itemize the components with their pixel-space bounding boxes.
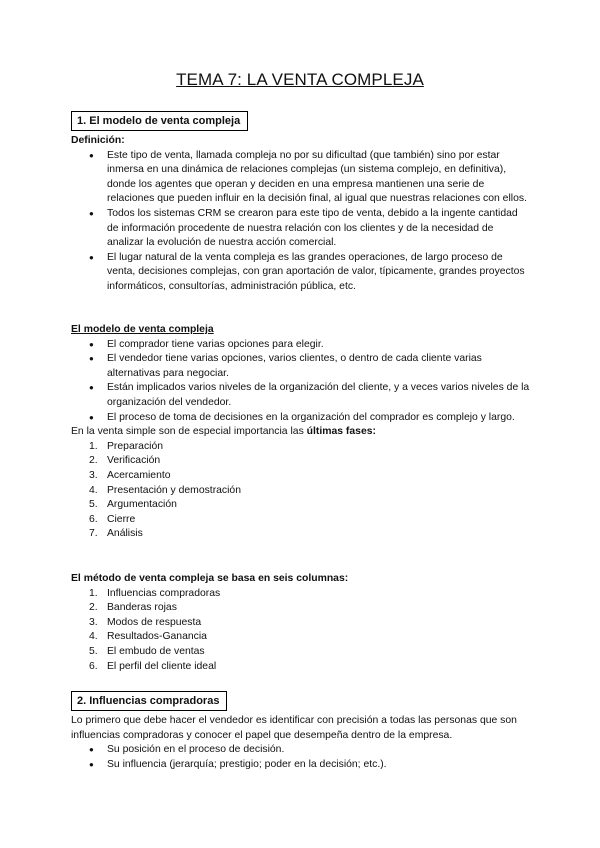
section-2-intro: Lo primero que debe hacer el vendedor es identificar con precisión a todas las personas que son influencias compradoras y conocer el papel que desempeña dentro de la empresa. <box>71 715 517 741</box>
venta-simple-text: En la venta simple son de especial importancia las <box>71 426 307 438</box>
columna-label: Banderas rojas <box>107 602 177 614</box>
fase-label: Verificación <box>107 455 161 467</box>
list-item: 6. El perfil del cliente ideal <box>89 660 217 672</box>
fases-list <box>71 440 531 542</box>
venta-simple-intro <box>71 425 531 440</box>
section-2-heading: 2. Influencias compradoras <box>71 691 227 711</box>
fase-label: Acercamiento <box>107 469 171 481</box>
list-item: 5. El embudo de ventas <box>89 645 205 657</box>
section-2-list <box>71 743 531 772</box>
list-item: 5. Argumentación <box>89 499 177 511</box>
list-item: ● Están implicados varios niveles de la organización del cliente, y a veces varios niveles de la organización del vendedor. <box>71 381 531 410</box>
list-item: 2. Verificación <box>89 455 161 467</box>
list-item: 1. Preparación <box>89 440 164 452</box>
section-2-body <box>71 714 531 772</box>
columnas-list <box>71 587 531 675</box>
fase-label: Preparación <box>107 440 164 452</box>
columna-label: Resultados-Ganancia <box>107 631 207 643</box>
list-item: ● El proceso de toma de decisiones en la organización del comprador es complejo y largo. <box>71 411 531 426</box>
list-item: 6. Cierre <box>89 513 136 525</box>
section-1-metodo <box>71 572 531 674</box>
list-item: 7. Análisis <box>89 528 143 540</box>
section-1-heading: 1. El modelo de venta compleja <box>71 111 248 131</box>
list-item: 2. Banderas rojas <box>89 602 177 614</box>
list-item: 1. Influencias compradoras <box>89 587 221 599</box>
list-item: ● Su posición en el proceso de decisión. <box>71 743 531 758</box>
section-1-definicion <box>71 134 531 295</box>
fase-label: Presentación y demostración <box>107 484 241 496</box>
list-item: ● El comprador tiene varias opciones para elegir. <box>71 338 531 353</box>
columna-label: El perfil del cliente ideal <box>107 660 217 672</box>
metodo-label: El método de venta compleja se basa en seis columnas: <box>71 573 349 584</box>
columna-label: Modos de respuesta <box>107 616 202 628</box>
document-title: TEMA 7: LA VENTA COMPLEJA <box>176 70 424 89</box>
columna-label: Influencias compradoras <box>107 587 221 599</box>
venta-simple-bold: últimas fases: <box>306 426 376 438</box>
fase-label: Cierre <box>107 513 136 525</box>
section-1-modelo <box>71 323 531 542</box>
list-item: ● Este tipo de venta, llamada compleja no por su dificultad (que también) sino por estar inmersa en una dinámica de relaciones complejas (un sistema complejo, en definitiva), donde los agentes que operan y deciden en una empresa mantienen una serie de relaciones que pueden influir en la decisión final, al igual que nuestras relaciones con ellos. <box>71 149 531 207</box>
list-item: 4. Resultados-Ganancia <box>89 631 207 643</box>
list-item: ● El lugar natural de la venta compleja es las grandes operaciones, de largo proceso de venta, decisiones complejas, con gran aportación de valor, típicamente, grandes proyectos informáticos, consultorías, administración pública, etc. <box>71 251 531 295</box>
list-item: ● Todos los sistemas CRM se crearon para este tipo de venta, debido a la ingente cantidad de información procedente de nuestra relación con los clientes y de la necesidad de analizar la evolución de nuestra acción comercial. <box>71 207 531 251</box>
modelo-list <box>71 338 531 426</box>
list-item: 3. Acercamiento <box>89 469 171 481</box>
modelo-label: El modelo de venta compleja <box>71 324 214 335</box>
list-item: ● Su influencia (jerarquía; prestigio; poder en la decisión; etc.). <box>71 758 531 773</box>
fase-label: Argumentación <box>107 499 177 511</box>
columna-label: El embudo de ventas <box>107 645 205 657</box>
list-item: ● El vendedor tiene varias opciones, varios clientes, o dentro de cada cliente varias alternativas para negociar. <box>71 352 531 381</box>
fase-label: Análisis <box>107 528 143 540</box>
definicion-label: Definición: <box>71 135 125 146</box>
definicion-list <box>71 149 531 295</box>
list-item: 4. Presentación y demostración <box>89 484 241 496</box>
list-item: 3. Modos de respuesta <box>89 616 202 628</box>
